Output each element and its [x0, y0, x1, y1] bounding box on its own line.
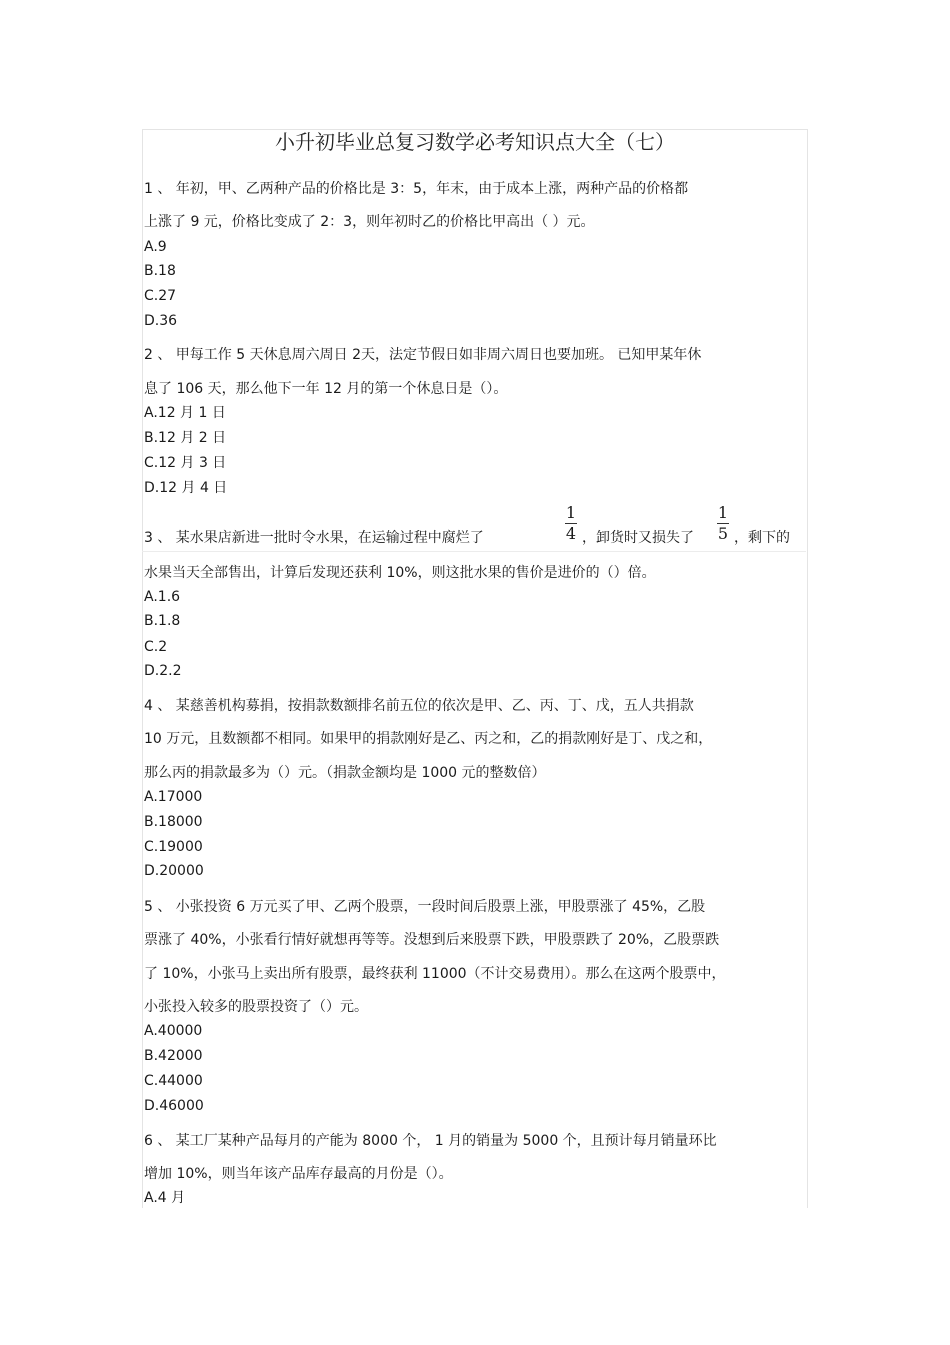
question-6-line-1: 6 、 某工厂某种产品每月的产能为 8000 个， 1 月的销量为 5000 个，且预计每月销量环比 [144, 1133, 717, 1149]
question-5-option-d: D.46000 [144, 1098, 204, 1114]
question-1-option-c: C.27 [144, 288, 177, 304]
question-5-option-a: A.40000 [144, 1023, 203, 1039]
fraction-one-quarter [561, 505, 581, 542]
question-4-line-1: 4 、 某慈善机构募捐，按捐款数额排名前五位的依次是甲、乙、丙、丁、戊，五人共捐款 [144, 698, 694, 714]
question-2-line-1: 2 、 甲每工作 5 天休息周六周日 2天，法定节假日如非周六周日也要加班。 已知甲某年休 [144, 347, 702, 363]
question-3-option-d: D.2.2 [144, 663, 182, 679]
fraction-numerator: 1 [565, 503, 577, 522]
question-5-line-2: 票涨了 40%，小张看行情好就想再等等。没想到后来股票下跌，甲股票跌了 20%，乙股票跌 [144, 932, 720, 948]
question-3-line-2: 水果当天全部售出，计算后发现还获利 10%，则这批水果的售价是进价的（）倍。 [144, 565, 656, 581]
question-5-line-1: 5 、 小张投资 6 万元买了甲、乙两个股票，一段时间后股票上涨，甲股票涨了 45%，乙股 [144, 899, 706, 915]
fraction-one-fifth [713, 505, 733, 542]
question-4-option-d: D.20000 [144, 863, 204, 879]
question-3-option-a: A.1.6 [144, 589, 181, 605]
page-title: 小升初毕业总复习数学必考知识点大全（七） [275, 130, 675, 154]
section-divider [142, 551, 806, 552]
question-3-option-b: B.1.8 [144, 613, 181, 629]
fraction-numerator: 1 [717, 503, 729, 522]
page-frame [142, 129, 808, 1208]
question-5-line-3: 了 10%，小张马上卖出所有股票，最终获利 11000（不计交易费用）。那么在这两个股票中， [144, 966, 726, 982]
question-4-line-2: 10 万元，且数额都不相同。如果甲的捐款刚好是乙、丙之和，乙的捐款刚好是丁、戊之和， [144, 731, 713, 747]
question-5-option-b: B.42000 [144, 1048, 203, 1064]
question-4-option-c: C.19000 [144, 839, 203, 855]
question-3-line-1a: 3 、 某水果店新进一批时令水果，在运输过程中腐烂了 [144, 530, 484, 546]
question-5-option-c: C.44000 [144, 1073, 203, 1089]
question-1-option-d: D.36 [144, 313, 178, 329]
question-2-option-c: C.12 月 3 日 [144, 455, 227, 471]
question-1-line-1: 1 、 年初，甲、乙两种产品的价格比是 3：5，年末，由于成本上涨，两种产品的价格都 [144, 181, 689, 197]
question-1-line-2: 上涨了 9 元，价格比变成了 2：3，则年初时乙的价格比甲高出（ ）元。 [144, 214, 595, 230]
question-3-line-1b: ，卸货时又损失了 [582, 530, 694, 546]
question-2-option-d: D.12 月 4 日 [144, 480, 228, 496]
question-4-option-b: B.18000 [144, 814, 203, 830]
question-2-option-b: B.12 月 2 日 [144, 430, 227, 446]
question-4-line-3: 那么丙的捐款最多为（）元。（捐款金额均是 1000 元的整数倍） [144, 765, 546, 781]
question-3-line-1c: ，剩下的 [734, 530, 790, 546]
question-6-option-a: A.4 月 [144, 1190, 186, 1206]
question-6-line-2: 增加 10%，则当年该产品库存最高的月份是（）。 [144, 1166, 453, 1182]
question-4-option-a: A.17000 [144, 789, 203, 805]
question-5-line-4: 小张投入较多的股票投资了（）元。 [144, 999, 368, 1015]
fraction-denominator: 4 [565, 524, 577, 543]
question-2-line-2: 息了 106 天，那么他下一年 12 月的第一个休息日是（）。 [144, 381, 508, 397]
question-1-option-a: A.9 [144, 239, 167, 255]
question-2-option-a: A.12 月 1 日 [144, 405, 226, 421]
fraction-denominator: 5 [717, 524, 729, 543]
question-3-option-c: C.2 [144, 639, 168, 655]
question-1-option-b: B.18 [144, 263, 176, 279]
